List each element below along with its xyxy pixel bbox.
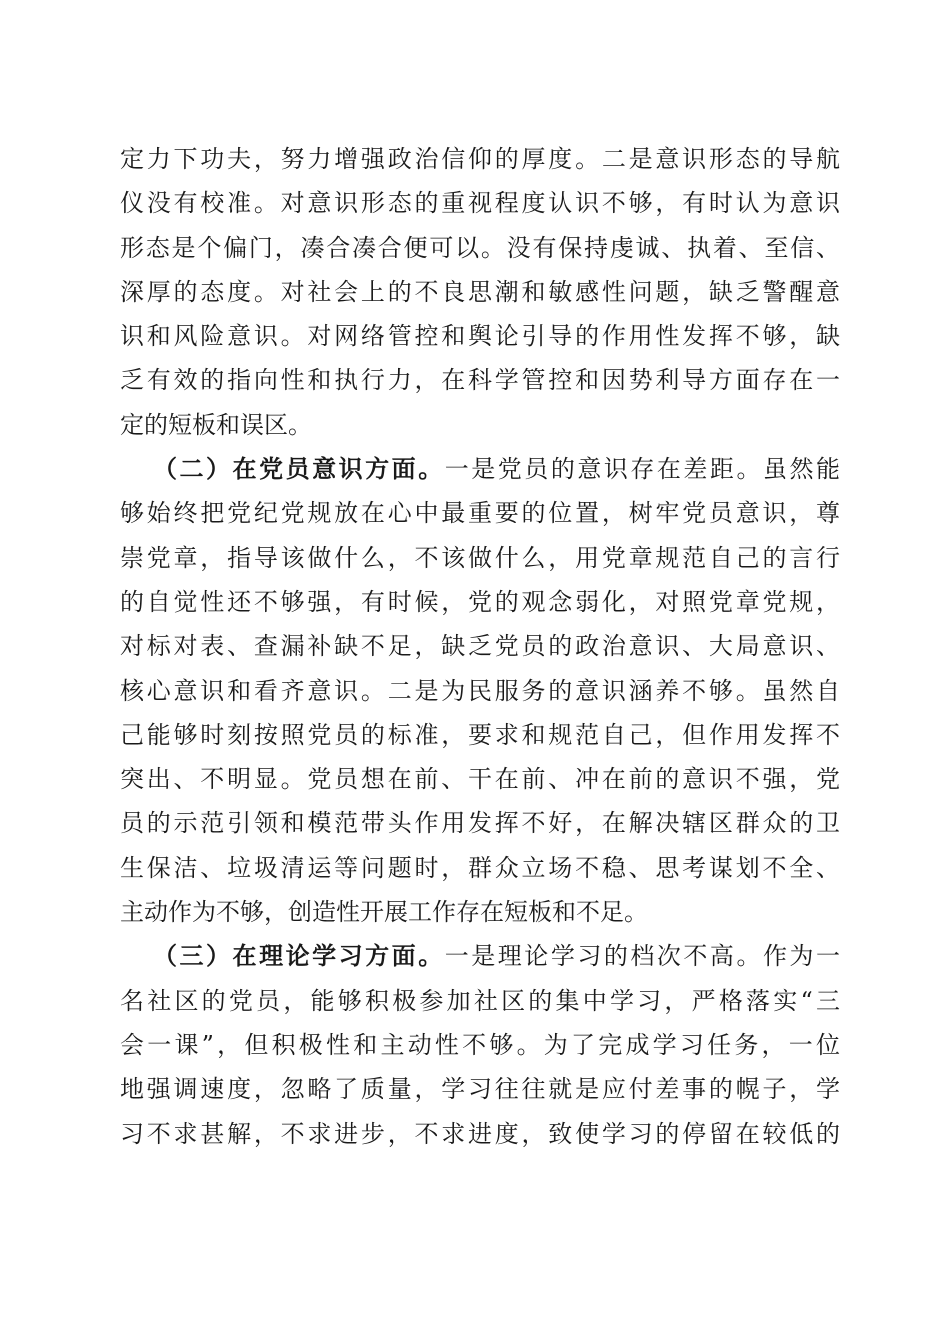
text-line: 识和风险意识。对网络管控和舆论引导的作用性发挥不够，缺 bbox=[120, 322, 840, 351]
text-run: 一是理论学习的档次不高。作为一 bbox=[444, 942, 841, 971]
text-line: 定的短板和误区。 bbox=[120, 410, 312, 439]
text-line: 生保洁、垃圾清运等问题时，群众立场不稳、思考谋划不全、 bbox=[120, 853, 840, 882]
document-body bbox=[120, 137, 840, 1156]
section-heading: （三）在理论学习方面。 bbox=[153, 941, 445, 971]
text-line: 名社区的党员，能够积极参加社区的集中学习，严格落实“三 bbox=[120, 986, 840, 1015]
text-line: 定力下功夫，努力增强政治信仰的厚度。二是意识形态的导航 bbox=[120, 145, 840, 173]
text-line: 习不求甚解，不求进步，不求进度，致使学习的停留在较低的 bbox=[120, 1119, 840, 1148]
section-heading: （二）在党员意识方面。 bbox=[153, 454, 445, 484]
text-line: 够始终把党纪党规放在心中最重要的位置，树牢党员意识，尊 bbox=[120, 499, 840, 528]
text-line: 突出、不明显。党员想在前、干在前、冲在前的意识不强，党 bbox=[120, 765, 840, 794]
text-line: 崇党章，指导该做什么，不该做什么，用党章规范自己的言行 bbox=[120, 543, 840, 572]
text-line: 乏有效的指向性和执行力，在科学管控和因势利导方面存在一 bbox=[120, 366, 840, 395]
text-line: 对标对表、查漏补缺不足，缺乏党员的政治意识、大局意识、 bbox=[120, 632, 840, 661]
text-line: 深厚的态度。对社会上的不良思潮和敏感性问题，缺乏警醒意 bbox=[120, 277, 840, 306]
text-line: 己能够时刻按照党员的标准，要求和规范自己，但作用发挥不 bbox=[120, 720, 840, 749]
text-run: 一是党员的意识存在差距。虽然能 bbox=[444, 455, 841, 484]
text-line: 形态是个偏门，凑合凑合便可以。没有保持虔诚、执着、至信、 bbox=[120, 233, 840, 262]
text-line: 仪没有校准。对意识形态的重视程度认识不够，有时认为意识 bbox=[120, 189, 840, 218]
text-line: 员的示范引领和模范带头作用发挥不好，在解决辖区群众的卫 bbox=[120, 809, 840, 838]
text-line: 会一课”，但积极性和主动性不够。为了完成学习任务，一位 bbox=[120, 1030, 840, 1059]
paragraph-first-line bbox=[120, 447, 840, 491]
text-line: 主动作为不够，创造性开展工作存在短板和不足。 bbox=[120, 898, 648, 927]
text-line: 地强调速度，忽略了质量，学习往往就是应付差事的幌子，学 bbox=[120, 1075, 840, 1104]
paragraph-first-line bbox=[120, 934, 840, 978]
text-line: 核心意识和看齐意识。二是为民服务的意识涵养不够。虽然自 bbox=[120, 676, 840, 705]
text-line: 的自觉性还不够强，有时候，党的观念弱化，对照党章党规， bbox=[120, 587, 840, 616]
